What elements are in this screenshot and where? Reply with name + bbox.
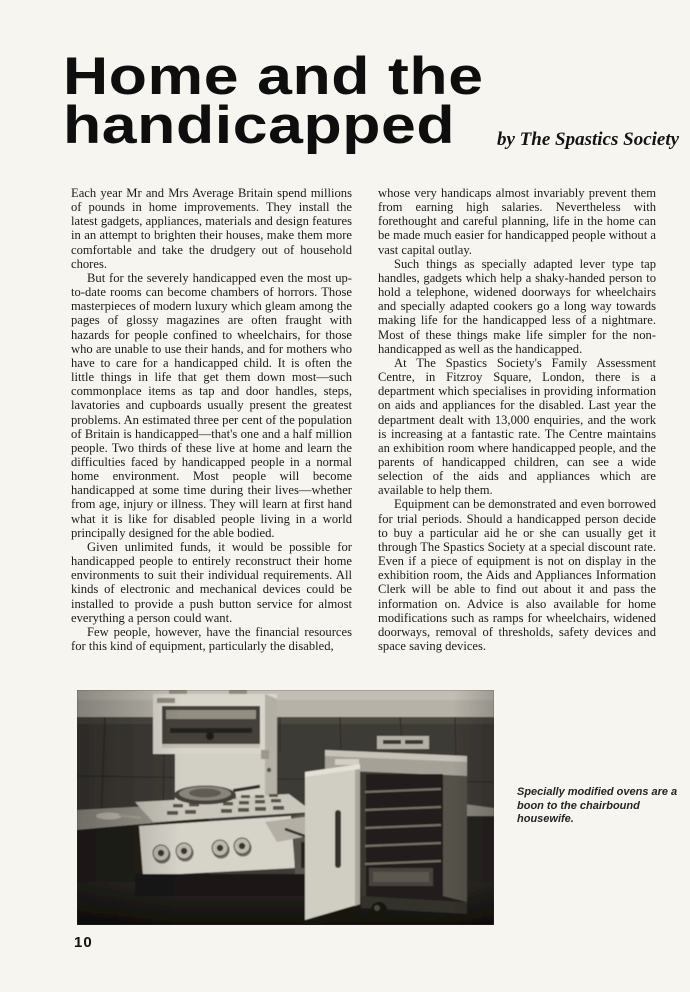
paragraph: Few people, however, have the financial resources for this kind of equipment, particularly the disabled,	[71, 624, 352, 653]
page-title	[63, 47, 484, 155]
kitchen-photo	[77, 690, 494, 925]
paragraph: Each year Mr and Mrs Average Britain spend millions of pounds in home improvements. They install the latest gadgets, appliances, materials and design features in an attempt to brighten their houses, make them more comfortable and take the drudgery out of household chores.	[71, 186, 352, 271]
paragraph: Equipment can be demonstrated and even borrowed for trial periods. Should a handicapped person decide to buy a particular aid he or she can usually get it through The Spastics Society at a special discount rate. Even if a piece of equipment is not on display in the exhibition room, the Aids and Appliances Information Clerk will be able to find out about it and pass the information on. Advice is also available for home modifications such as ramps for wheelchairs, widened doorways, removal of thresholds, safety devices and space saving devices.	[378, 497, 656, 653]
byline: by The Spastics Society	[497, 129, 680, 150]
photo-caption: Specially modified ovens are a boon to the chairbound housewife.	[517, 786, 678, 825]
paragraph: Such things as specially adapted lever type tap handles, gadgets which help a shaky-handed person to hold a telephone, widened doorways for wheelchairs and specially adapted cookers go a long way towards making life for the handicapped less of a nightmare. Most of these things make life simpler for the non-handicapped as well as the handicapped.	[378, 256, 656, 356]
left-column	[71, 186, 352, 653]
title-line-2: handicapped	[63, 96, 456, 155]
paragraph: whose very handicaps almost invariably prevent them from earning high salaries. Nevertheless with forethought and careful planning, life in the home can be made much easier for handicapped people without a vast capital outlay.	[378, 186, 656, 257]
kitchen-photo-graphic	[77, 690, 494, 925]
article-body	[71, 186, 656, 653]
paragraph: But for the severely handicapped even the most up-to-date rooms can become chambers of horrors. Those masterpieces of modern luxury which gleam among the pages of glossy magazines are often fraught with hazards for people confined to wheelchairs, for those who are unable to use their hands, and for mothers who have to care for a handicapped child. It is often the little things in life that get them down most—such commonplace items as tap and door handles, steps, lavatories and cupboards usually present the greatest problems. An estimated three per cent of the population of Britain is handicapped—that's one and a half million people. Two thirds of these live at home and learn the difficulties faced by handicapped people in a normal home environment. Most people will become handicapped at some time during their lives—whether from age, injury or illness. They will learn at first hand what it is like for disabled people living in a world principally designed for the able bodied.	[71, 270, 352, 540]
paragraph: At The Spastics Society's Family Assessment Centre, in Fitzroy Square, London, there is a department which specialises in providing information on aids and appliances for the disabled. Last year the department dealt with 13,000 enquiries, and the work is increasing at a fantastic rate. The Centre maintains an exhibition room where handicapped people, and the parents of handicapped children, can see a wide selection of the aids and appliances which are available to help them.	[378, 355, 656, 498]
right-column	[378, 186, 656, 653]
page-number: 10	[74, 934, 93, 951]
title-line-1: Home and the	[63, 47, 484, 106]
paragraph: Given unlimited funds, it would be possible for handicapped people to entirely reconstruct their home environments to suit their individual requirements. All kinds of electronic and mechanical devices could be installed to provide a push button service for almost everything a person could want.	[71, 539, 352, 625]
